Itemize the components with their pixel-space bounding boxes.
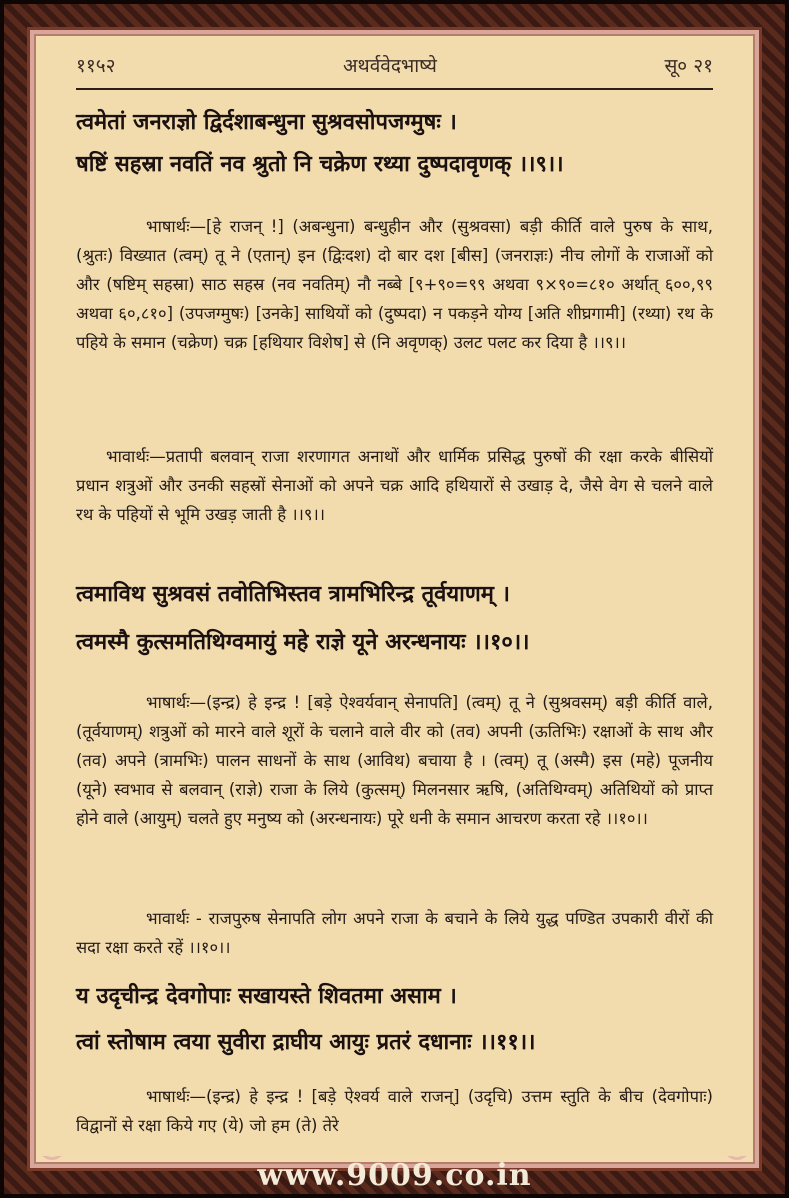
mantra-10-line-2: त्वमस्मै कुत्समतिथिग्वमायुं महे राज्ञे यूने अरन्धनायः ।।१०।। [76,629,530,655]
bhavarth-10: भावार्थः - राजपुरुष सेनापति लोग अपने राजा के बचाने के लिये युद्ध पण्डित उपकारी वीरों की सदा रक्षा करते रहें ।।१०।। [76,909,713,957]
bhavarth-9: भावार्थः—प्रतापी बलवान् राजा शरणागत अनाथों और धार्मिक प्रसिद्ध पुरुषों की रक्षा करके बीसियों प्रधान शत्रुओं और उनकी सहस्रों सेनाओं को अपने चक्र आदि हथियारों से उखाड़ दे, जैसे वेग से चलने वाले रथ के पहियों से भूमि उखड़ जाती है ।।९।। [76,447,713,524]
website-watermark: www.9009.co.in [257,1158,532,1193]
mantra-10-line-1: त्वमाविथ सुश्रवसं तवोतिभिस्तव त्रामभिरिन्द्र तूर्वयाणम् । [76,581,510,607]
page-header [76,50,713,80]
scripture-page [36,36,753,1156]
bhashya-11: भाषार्थः—(इन्द्र) हे इन्द्र ! [बड़े ऐश्वर्य वाले राजन्] (उदृचि) उत्तम स्तुति के बीच (देवगोपाः) विद्वानों से रक्षा किये गए (ये) जो हम (ते) तेरे [76,1087,713,1135]
book-title: अथर्ववेदभाष्ये [343,55,437,77]
mantra-11-line-2: त्वां स्तोषाम त्वया सुवीरा द्राघीय आयुः प्रतरं दधानाः ।।११।। [76,1029,536,1055]
sukta-number: सू० २१ [664,55,713,77]
page-number: ११५२ [76,55,116,77]
bhashya-10: भाषार्थः—(इन्द्र) हे इन्द्र ! [बड़े ऐश्वर्यवान् सेनापति] (त्वम्) तू ने (सुश्रवसम्) बड़ी कीर्ति वाले, (तूर्वयाणम्) शत्रुओं को मारने वाले शूरों के चलाने वाले वीर को (तव) अपनी (ऊतिभिः) रक्षाओं के साथ और (तव) अपने (त्रामभिः) पालन साधनों के साथ (आविथ) बचाया है । (त्वम्) तू (अस्मै) इस (महे) पूजनीय (यूने) स्वभाव से बलवान् (राज्ञे) राजा के लिये (कुत्सम्) मिलनसार ऋषि, (अतिथिग्वम्) अतिथियों को प्राप्त होने वाले (आयुम्) चलते हुए मनुष्य को (अरन्धनायः) पूरे धनी के समान आचरण करता रहे ।।१०।। [76,693,713,828]
mantra-9-line-1: त्वमेतां जनराज्ञो द्विर्दशाबन्धुना सुश्रवसोपजग्मुषः । [76,109,457,135]
header-divider [76,88,713,90]
mantra-9-line-2: षष्टिं सहस्रा नवतिं नव श्रुतो नि चक्रेण रथ्या दुष्पदावृणक् ।।९।। [76,151,564,177]
bhashya-9: भाषार्थः—[हे राजन् !] (अबन्धुना) बन्धुहीन और (सुश्रवसा) बड़ी कीर्ति वाले पुरुष के साथ, (श्रुतः) विख्यात (त्वम्) तू ने (एतान्) इन (द्विःदश) दो बार दश [बीस] (जनराज्ञः) नीच लोगों के राजाओं को और (षष्टिम् सहस्रा) साठ सहस्र (नव नवतिम्) नौ नब्बे [९+९०=९९ अथवा ९×९०=८१० अर्थात् ६००,९९ अथवा ६०,८१०] (उपजग्मुषः) [उनके] साथियों को (दुष्पदा) न पकड़ने योग्य [अति शीघ्रगामी] (रथ्या) रथ के पहिये के समान (चक्रेण) चक्र [हथियार विशेष] से (नि अवृणक्) उलट पलट कर दिया है ।।९।। [76,217,713,352]
mantra-11-line-1: य उदृचीन्द्र देवगोपाः सखायस्ते शिवतमा असाम । [76,983,457,1009]
